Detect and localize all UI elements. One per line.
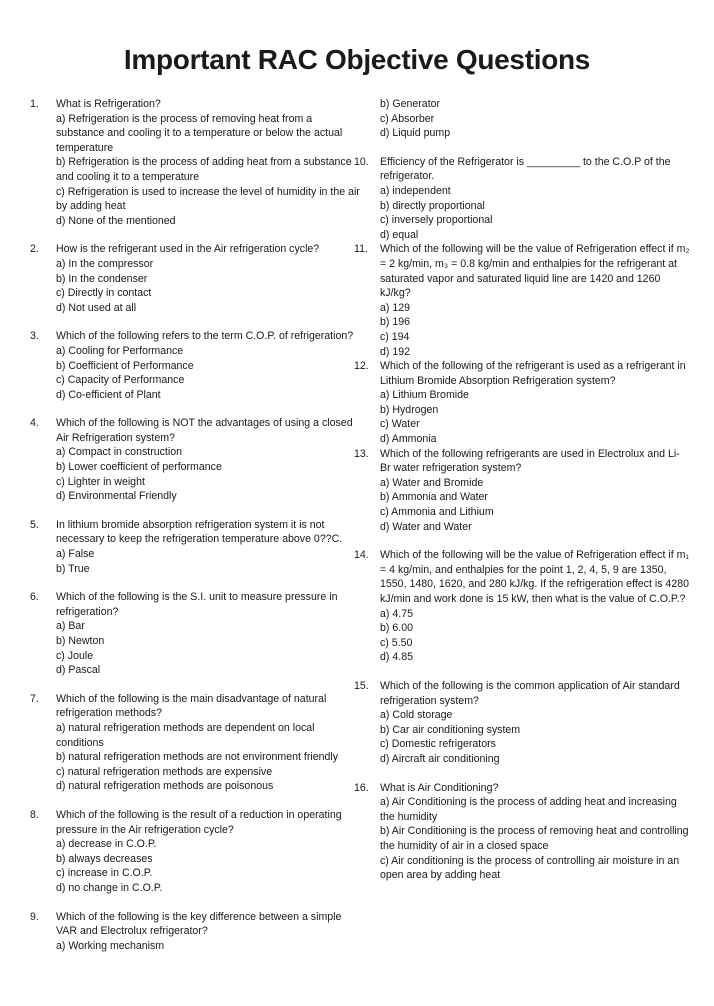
option: b) Lower coefficient of performance: [56, 461, 222, 474]
option: c) Water: [380, 418, 420, 431]
question-number: 13.: [354, 447, 369, 460]
option: c) Ammonia and Lithium: [380, 506, 494, 519]
option: b) Ammonia and Water: [380, 491, 488, 504]
option: d) Not used at all: [56, 301, 137, 314]
option: a) decrease in C.O.P.: [56, 838, 157, 851]
option: c) Directly in contact: [56, 287, 152, 300]
option: d) Environmental Friendly: [56, 490, 177, 503]
question-number: 6.: [30, 591, 39, 604]
question-16: [354, 781, 690, 883]
question-9-continued: [354, 97, 690, 141]
option: a) Cold storage: [380, 709, 453, 722]
option: b) Car air conditioning system: [380, 723, 521, 736]
left-column: [30, 97, 360, 953]
option: c) increase in C.O.P.: [56, 867, 153, 880]
option: a) natural refrigeration methods are dependent on local conditions: [56, 721, 315, 749]
option: d) None of the mentioned: [56, 214, 176, 227]
question-13: [354, 447, 690, 535]
option: b) Refrigeration is the process of adding heat from a substance and cooling it to a temperature: [56, 156, 352, 183]
question-text: Which of the following is the result of a reduction in operating pressure in the Air refrigeration cycle?: [56, 808, 342, 836]
question-number: 11.: [354, 243, 368, 256]
question-1: [30, 97, 360, 228]
option: d) Ammonia: [380, 433, 437, 446]
right-column: [354, 97, 690, 883]
option: b) natural refrigeration methods are not environment friendly: [56, 751, 339, 764]
page-title: Important RAC Objective Questions: [123, 44, 591, 75]
question-text: Which of the following will be the value of Refrigeration effect if m₂ = 2 kg/min, m₃ = 0.8 kg/min and enthalpies for the refrigerant at saturated vapor and saturated liquid line are 1420 and 1260 kJ/kg?: [380, 243, 690, 300]
option: a) Refrigeration is the process of removing heat from a substance and cooling it to a temperature or below the actual temperature: [56, 112, 343, 154]
option: c) 194: [380, 330, 410, 343]
option: c) Joule: [56, 649, 94, 662]
question-number: 5.: [30, 518, 39, 531]
option: b) 6.00: [380, 622, 413, 635]
question-text: Efficiency of the Refrigerator is _________ to the C.O.P of the refrigerator.: [380, 155, 671, 183]
question-number: 4.: [30, 417, 39, 430]
question-number: 1.: [30, 98, 39, 110]
option: d) no change in C.O.P.: [56, 881, 163, 894]
question-11: [354, 242, 690, 359]
option: d) Pascal: [56, 664, 101, 677]
option: b) Air Conditioning is the process of removing heat and controlling the humidity of air in a closed space: [380, 825, 689, 852]
option: a) Working mechanism: [56, 939, 165, 952]
question-6: [30, 590, 360, 678]
question-number: 12.: [354, 360, 369, 373]
question-number: 2.: [30, 243, 39, 256]
question-3: [30, 329, 360, 402]
option: b) Hydrogen: [380, 403, 439, 416]
option: d) Liquid pump: [380, 127, 451, 140]
question-text: Which of the following is the main disadvantage of natural refrigeration methods?: [56, 692, 327, 720]
option: a) independent: [380, 184, 451, 197]
option: d) equal: [380, 228, 419, 241]
question-text: Which of the following refers to the term C.O.P. of refrigeration?: [56, 330, 354, 343]
option: a) In the compressor: [56, 257, 154, 270]
option: a) Cooling for Performance: [56, 344, 184, 357]
question-text: Which of the following of the refrigerant is used as a refrigerant in Lithium Bromide Absorption Refrigeration system?: [380, 360, 686, 387]
option: b) directly proportional: [380, 199, 485, 212]
option: d) 4.85: [380, 651, 413, 664]
option: b) In the condenser: [56, 272, 148, 285]
option: c) Lighter in weight: [56, 475, 145, 488]
question-number: 3.: [30, 330, 39, 343]
option: b) True: [56, 562, 90, 575]
option: b) Generator: [380, 98, 441, 110]
question-12: [354, 359, 690, 447]
question-14: [354, 548, 690, 665]
question-number: 8.: [30, 808, 39, 821]
question-number: 15.: [354, 679, 369, 692]
question-number: 9.: [30, 910, 39, 923]
option: c) natural refrigeration methods are expensive: [56, 765, 273, 778]
option: c) Domestic refrigerators: [380, 738, 496, 751]
option: a) False: [56, 548, 95, 561]
question-9: [30, 910, 360, 954]
question-10: [354, 155, 690, 243]
option: a) Water and Bromide: [380, 476, 484, 489]
option: c) 5.50: [380, 636, 413, 649]
question-text: What is Refrigeration?: [56, 98, 161, 110]
question-text: In lithium bromide absorption refrigeration system it is not necessary to keep the refrigeration temperature above 0??C.: [56, 518, 343, 546]
question-text: Which of the following is the key difference between a simple VAR and Electrolux refrigerator?: [56, 910, 342, 938]
question-text: Which of the following is the S.I. unit to measure pressure in refrigeration?: [56, 591, 338, 618]
question-2: [30, 242, 360, 315]
question-7: [30, 692, 360, 794]
option: b) 196: [380, 316, 411, 329]
option: a) 4.75: [380, 607, 413, 620]
option: c) Refrigeration is used to increase the level of humidity in the air by adding heat: [56, 185, 360, 213]
option: c) inversely proportional: [380, 214, 493, 227]
option: a) Bar: [56, 620, 85, 633]
question-number: 14.: [354, 549, 369, 562]
option: c) Air conditioning is the process of controlling air moisture in an open area by adding heat: [380, 854, 680, 882]
option: c) Capacity of Performance: [56, 374, 185, 387]
question-8: [30, 808, 360, 896]
question-text: How is the refrigerant used in the Air refrigeration cycle?: [56, 243, 320, 256]
option: d) Co-efficient of Plant: [56, 388, 161, 401]
question-text: What is Air Conditioning?: [380, 781, 499, 794]
option: c) Absorber: [380, 112, 435, 125]
option: a) Air Conditioning is the process of adding heat and increasing the humidity: [380, 796, 677, 823]
question-number: 16.: [354, 781, 369, 794]
option: a) Lithium Bromide: [380, 389, 469, 402]
option: d) Water and Water: [380, 520, 472, 533]
option: a) 129: [380, 301, 411, 314]
question-text: Which of the following will be the value of Refrigeration effect if m₁ = 4 kg/min, and enthalpies for the point 1, 2, 4, 5, 9 are 1350, 1550, 1480, 1620, and 280 kJ/kg. If the refrigeration effect is 4280 kJ/min and work done is 15 kW, then what is the value of C.O.P.?: [380, 549, 690, 605]
question-5: [30, 518, 360, 576]
question-4: [30, 416, 360, 504]
question-text: Which of the following is NOT the advantages of using a closed Air Refrigeration system?: [56, 417, 353, 444]
option: b) Newton: [56, 635, 105, 647]
option: d) Aircraft air conditioning: [380, 752, 500, 765]
question-text: Which of the following refrigerants are used in Electrolux and Li-Br water refrigeration system?: [380, 447, 680, 475]
question-15: [354, 679, 690, 767]
question-number: 10.: [354, 155, 369, 168]
question-text: Which of the following is the common application of Air standard refrigeration system?: [380, 679, 680, 707]
option: b) always decreases: [56, 852, 153, 865]
option: d) natural refrigeration methods are poisonous: [56, 780, 274, 793]
question-number: 7.: [30, 692, 39, 705]
option: a) Compact in construction: [56, 446, 183, 459]
option: b) Coefficient of Performance: [56, 359, 194, 372]
option: d) 192: [380, 345, 411, 358]
